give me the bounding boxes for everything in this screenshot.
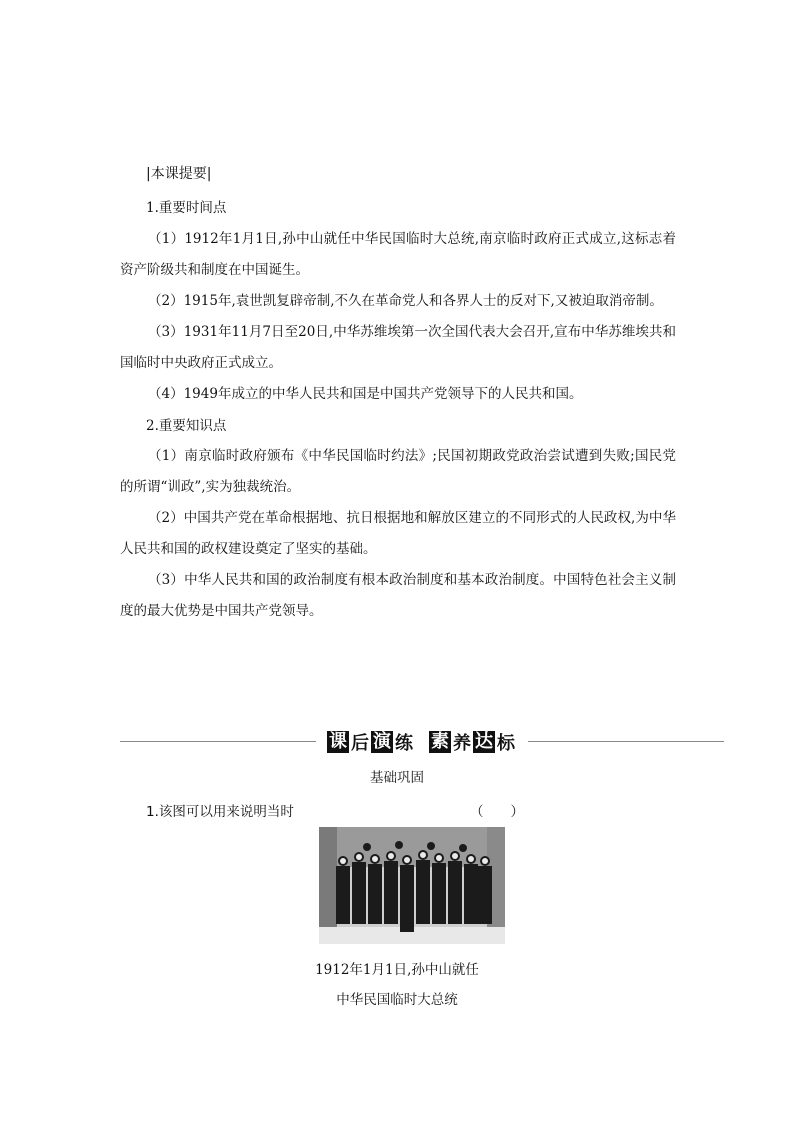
knowledge-point-3: （3）中华人民共和国的政治制度有根本政治制度和基本政治制度。中国特色社会主义制度的最大优势是中国共产党领导。 xyxy=(120,572,676,619)
photo-caption-line1: 1912年1月1日,孙中山就任 xyxy=(315,962,479,978)
time-heading: 1.重要时间点 xyxy=(146,200,227,216)
historical-photo xyxy=(319,827,505,944)
banner-char: 标 xyxy=(497,733,515,754)
time-point-4: （4）1949年成立的中华人民共和国是中国共产党领导下的人民共和国。 xyxy=(148,386,583,402)
banner-char: 养 xyxy=(453,733,471,754)
banner-char: 后 xyxy=(351,733,369,754)
photo-caption-line2: 中华民国临时大总统 xyxy=(336,992,458,1008)
summary-title: |本课提要| xyxy=(146,166,212,182)
question-1: 1.该图可以用来说明当时 xyxy=(146,804,294,820)
banner-char: 练 xyxy=(395,733,413,754)
knowledge-point-1: （1）南京临时政府颁布《中华民国临时约法》;民国初期政党政治尝试遭到失败;国民党的所谓“训政”,实为独裁统治。 xyxy=(120,448,676,495)
time-point-1: （1）1912年1月1日,孙中山就任中华民国临时大总统,南京临时政府正式成立,这标志着资产阶级共和制度在中国诞生。 xyxy=(120,231,676,278)
section-title: 基础巩固 xyxy=(370,770,424,786)
knowledge-heading: 2.重要知识点 xyxy=(146,418,227,434)
banner-char: 素 xyxy=(431,731,449,752)
banner-divider-right xyxy=(528,741,724,742)
section-banner xyxy=(326,729,516,755)
time-point-3: （3）1931年11月7日至20日,中华苏维埃第一次全国代表大会召开,宣布中华苏维埃共和国临时中央政府正式成立。 xyxy=(120,324,676,371)
banner-divider-left xyxy=(120,741,316,742)
summary-title-text: 本课提要 xyxy=(150,166,207,182)
banner-char: 课 xyxy=(329,731,347,752)
banner-char: 达 xyxy=(475,731,493,752)
answer-paren: （ ） xyxy=(470,804,524,820)
knowledge-point-2: （2）中国共产党在革命根据地、抗日根据地和解放区建立的不同形式的人民政权,为中华人民共和国的政权建设奠定了坚实的基础。 xyxy=(120,510,676,557)
time-point-2: （2）1915年,袁世凯复辟帝制,不久在革命党人和各界人士的反对下,又被迫取消帝制。 xyxy=(148,293,663,309)
banner-char: 演 xyxy=(373,731,391,752)
